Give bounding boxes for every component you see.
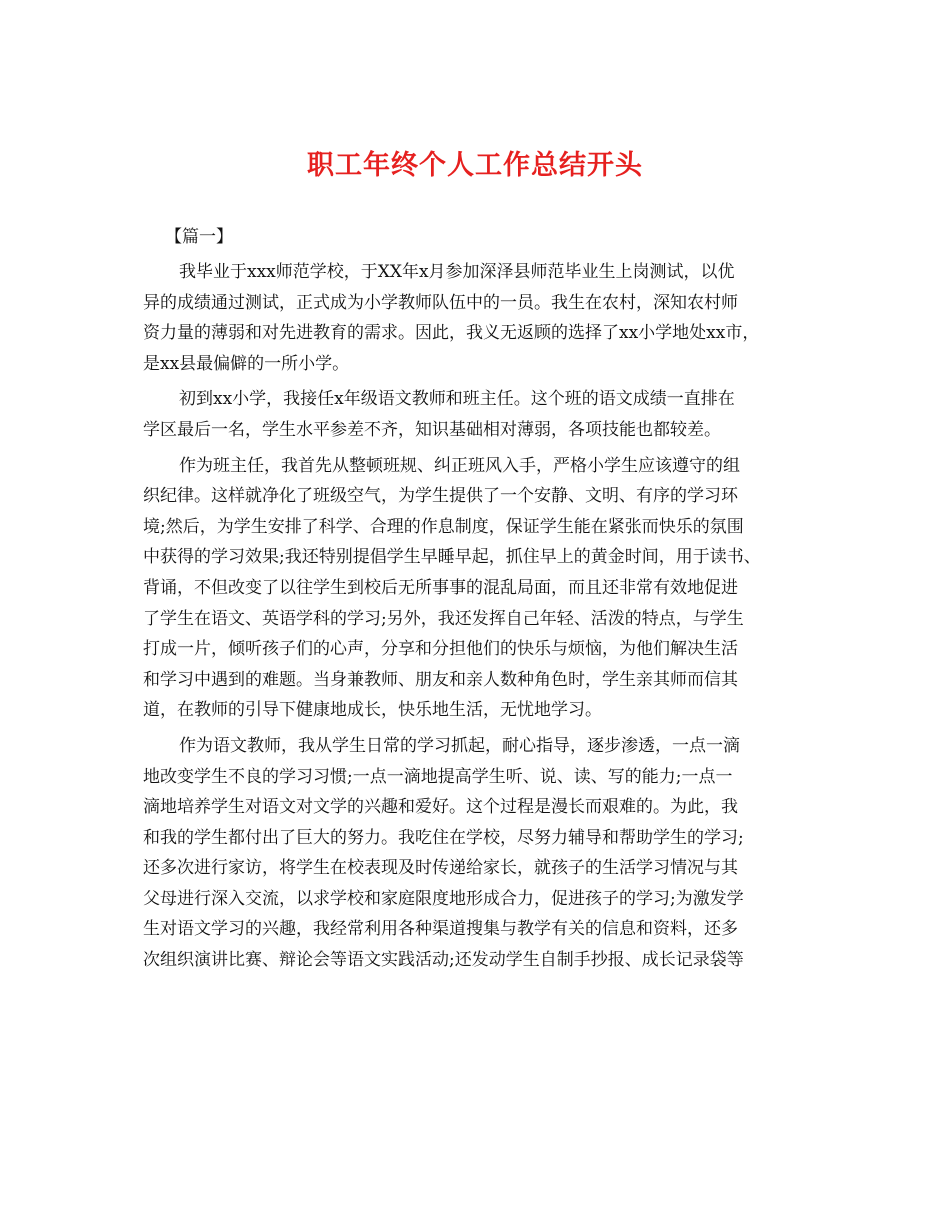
paragraph — [143, 731, 811, 976]
section-label: 【篇一】 — [165, 227, 233, 247]
text-line: 父母进行深入交流，以求学校和家庭限度地形成合力，促进孩子的学习;为激发学 — [143, 888, 744, 909]
text-line: 生对语文学习的兴趣，我经常利用各种渠道搜集与教学有关的信息和资料，还多 — [143, 919, 738, 940]
paragraph — [143, 257, 811, 379]
text-line: 异的成绩通过测试，正式成为小学教师队伍中的一员。我生在农村，深知农村师 — [143, 292, 738, 313]
text-line: 境;然后，为学生安排了科学、合理的作息制度，保证学生能在紧张而快乐的氛围 — [143, 516, 744, 537]
text-line: 初到xx小学，我接任x年级语文教师和班主任。这个班的语文成绩一直排在 — [179, 389, 735, 410]
text-line: 织纪律。这样就净化了班级空气，为学生提供了一个安静、文明、有序的学习环 — [143, 486, 738, 507]
paragraph — [143, 384, 811, 445]
paragraph — [143, 451, 811, 726]
text-line: 我毕业于xxx师范学校，于XX年x月参加深泽县师范毕业生上岗测试，以优 — [179, 262, 735, 282]
document-body — [143, 257, 811, 981]
text-line: 了学生在语文、英语学科的学习;另外，我还发挥自己年轻、活泼的特点，与学生 — [143, 608, 744, 629]
text-line: 学区最后一名，学生水平参差不齐，知识基础相对薄弱，各项技能也都较差。 — [143, 419, 721, 440]
text-line: 和学习中遇到的难题。当身兼教师、朋友和亲人数种角色时，学生亲其师而信其 — [143, 669, 738, 690]
text-line: 资力量的薄弱和对先进教育的需求。因此，我义无返顾的选择了xx小学地处xx市， — [143, 323, 760, 344]
text-line: 次组织演讲比赛、辩论会等语文实践活动;还发动学生自制手抄报、成长记录袋等 — [143, 950, 744, 971]
text-line: 道，在教师的引导下健康地成长，快乐地生活，无忧地学习。 — [143, 700, 602, 721]
text-line: 还多次进行家访，将学生在校表现及时传递给家长，就孩子的生活学习情况与其 — [143, 858, 738, 879]
text-line: 作为语文教师，我从学生日常的学习抓起，耐心指导，逐步渗透，一点一滴 — [179, 735, 740, 756]
document-title: 职工年终个人工作总结开头 — [307, 150, 643, 181]
text-line: 打成一片，倾听孩子们的心声，分享和分担他们的快乐与烦恼，为他们解决生活 — [143, 639, 738, 660]
text-line: 和我的学生都付出了巨大的努力。我吃住在学校，尽努力辅导和帮助学生的学习; — [143, 827, 744, 848]
text-line: 中获得的学习效果;我还特别提倡学生早睡早起，抓住早上的黄金时间，用于读书、 — [143, 547, 761, 568]
text-line: 是xx县最偏僻的一所小学。 — [143, 353, 350, 374]
text-line: 地改变学生不良的学习习惯;一点一滴地提高学生听、说、读、写的能力;一点一 — [143, 766, 733, 787]
text-line: 滴地培养学生对语文对文学的兴趣和爱好。这个过程是漫长而艰难的。为此，我 — [143, 797, 738, 818]
text-line: 背诵，不但改变了以往学生到校后无所事事的混乱局面，而且还非常有效地促进 — [143, 577, 738, 598]
text-line: 作为班主任，我首先从整顿班规、纠正班风入手，严格小学生应该遵守的组 — [179, 455, 740, 476]
